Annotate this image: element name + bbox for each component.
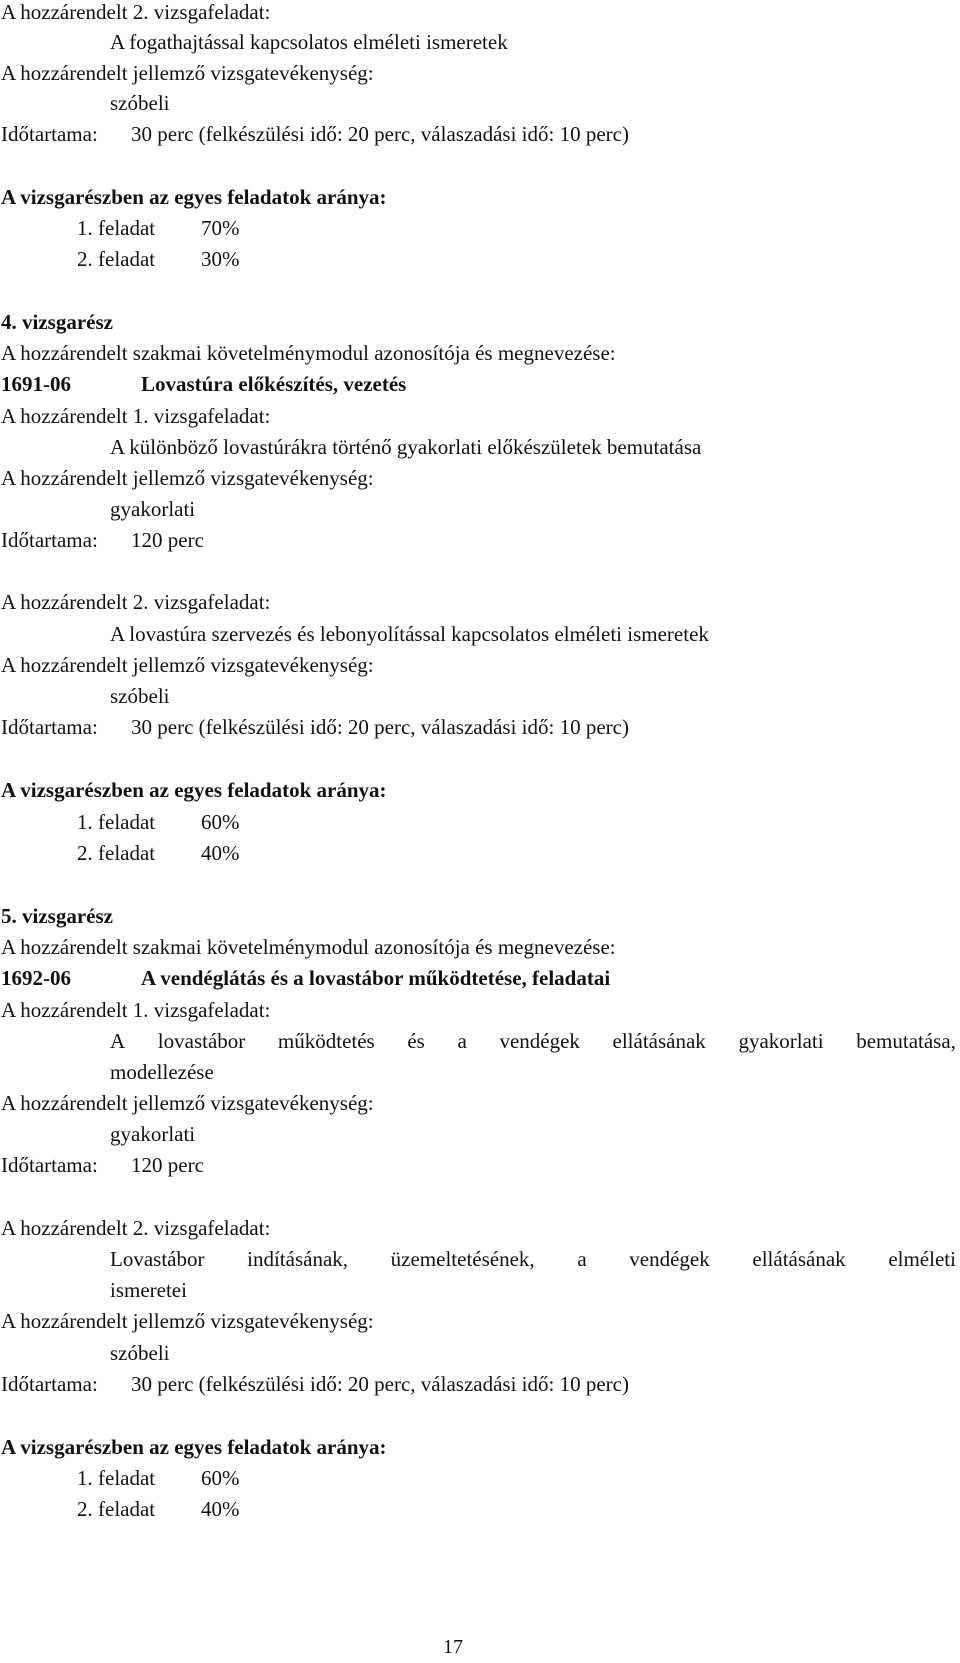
- part-heading: 5. vizsgarész: [1, 904, 113, 928]
- title-word: indításának,: [247, 1247, 349, 1271]
- task2-title: [110, 1247, 956, 1271]
- task1-title-continued: modellezése: [110, 1060, 214, 1084]
- ratio-task-label: 2. feladat: [77, 247, 156, 271]
- task2-title-continued: ismeretei: [110, 1278, 187, 1302]
- title-word: elméleti: [888, 1247, 956, 1271]
- task1-label: A hozzárendelt 1. vizsgafeladat:: [1, 404, 271, 428]
- module-name: Lovastúra előkészítés, vezetés: [141, 372, 407, 396]
- activity-value: gyakorlati: [110, 1122, 196, 1146]
- module-code: 1692-06: [1, 966, 71, 990]
- duration-label: Időtartama:: [1, 528, 98, 552]
- activity-label: A hozzárendelt jellemző vizsgatevékenység:: [1, 1091, 374, 1115]
- module-code: 1691-06: [1, 372, 71, 396]
- duration-line: [1, 1153, 204, 1177]
- title-word: a: [577, 1247, 587, 1271]
- duration-value: 120 perc: [131, 1153, 204, 1177]
- activity-label: A hozzárendelt jellemző vizsgatevékenység:: [1, 1309, 374, 1333]
- ratio-row: [77, 216, 240, 240]
- part-heading: 4. vizsgarész: [1, 310, 113, 334]
- ratio-row: [77, 1497, 240, 1521]
- title-word: és: [407, 1029, 425, 1053]
- duration-line: [1, 122, 629, 146]
- ratio-value: 60%: [201, 810, 240, 834]
- ratio-value: 40%: [201, 1497, 240, 1521]
- ratio-heading: A vizsgarészben az egyes feladatok aránya:: [1, 185, 387, 209]
- title-word: vendégek: [629, 1247, 710, 1271]
- duration-label: Időtartama:: [1, 715, 98, 739]
- title-word: gyakorlati: [738, 1029, 824, 1053]
- module-name: A vendéglátás és a lovastábor működtetése, feladatai: [141, 966, 611, 990]
- ratio-task-label: 1. feladat: [77, 1466, 156, 1490]
- duration-label: Időtartama:: [1, 1372, 98, 1396]
- module-line: [1, 966, 610, 990]
- activity-label: A hozzárendelt jellemző vizsgatevékenység:: [1, 466, 374, 490]
- ratio-task-label: 2. feladat: [77, 841, 156, 865]
- title-word: a: [457, 1029, 467, 1053]
- activity-value: gyakorlati: [110, 497, 196, 521]
- activity-label: A hozzárendelt jellemző vizsgatevékenység:: [1, 61, 374, 85]
- ratio-row: [77, 841, 240, 865]
- ratio-task-label: 1. feladat: [77, 810, 156, 834]
- task2-title: A lovastúra szervezés és lebonyolítással kapcsolatos elméleti ismeretek: [110, 622, 709, 646]
- activity-value: szóbeli: [110, 1341, 170, 1365]
- ratio-task-label: 2. feladat: [77, 1497, 156, 1521]
- activity-value: szóbeli: [110, 91, 170, 115]
- ratio-value: 40%: [201, 841, 240, 865]
- title-word: működtetés: [277, 1029, 375, 1053]
- duration-line: [1, 1372, 629, 1396]
- ratio-value: 60%: [201, 1466, 240, 1490]
- duration-value: 30 perc (felkészülési idő: 20 perc, válaszadási idő: 10 perc): [131, 122, 629, 146]
- ratio-row: [77, 810, 240, 834]
- ratio-value: 70%: [201, 216, 240, 240]
- activity-value: szóbeli: [110, 684, 170, 708]
- duration-value: 120 perc: [131, 528, 204, 552]
- title-word: üzemeltetésének,: [390, 1247, 535, 1271]
- task1-title: [110, 1029, 956, 1053]
- task1-title: A különböző lovastúrákra történő gyakorlati előkészületek bemutatása: [110, 435, 702, 459]
- title-word: Lovastábor: [110, 1247, 205, 1271]
- module-line: [1, 372, 406, 396]
- module-label: A hozzárendelt szakmai követelménymodul azonosítója és megnevezése:: [1, 341, 616, 365]
- title-word: A: [110, 1029, 126, 1053]
- ratio-row: [77, 1466, 240, 1490]
- duration-line: [1, 715, 629, 739]
- ratio-value: 30%: [201, 247, 240, 271]
- title-word: bemutatása,: [856, 1029, 956, 1053]
- title-word: lovastábor: [157, 1029, 246, 1053]
- duration-line: [1, 528, 204, 552]
- page-number: 17: [443, 1636, 463, 1658]
- module-label: A hozzárendelt szakmai követelménymodul azonosítója és megnevezése:: [1, 935, 616, 959]
- task2-label: A hozzárendelt 2. vizsgafeladat:: [1, 590, 271, 614]
- duration-label: Időtartama:: [1, 1153, 98, 1177]
- title-word: ellátásának: [752, 1247, 846, 1271]
- activity-label: A hozzárendelt jellemző vizsgatevékenység:: [1, 653, 374, 677]
- task2-label: A hozzárendelt 2. vizsgafeladat:: [1, 0, 271, 24]
- duration-value: 30 perc (felkészülési idő: 20 perc, válaszadási idő: 10 perc): [131, 1372, 629, 1396]
- ratio-row: [77, 247, 240, 271]
- task2-title: A fogathajtással kapcsolatos elméleti ismeretek: [110, 30, 508, 54]
- title-word: ellátásának: [612, 1029, 706, 1053]
- ratio-task-label: 1. feladat: [77, 216, 156, 240]
- title-word: vendégek: [499, 1029, 580, 1053]
- ratio-heading: A vizsgarészben az egyes feladatok aránya:: [1, 778, 387, 802]
- ratio-heading: A vizsgarészben az egyes feladatok aránya:: [1, 1435, 387, 1459]
- task1-label: A hozzárendelt 1. vizsgafeladat:: [1, 998, 271, 1022]
- duration-label: Időtartama:: [1, 122, 98, 146]
- duration-value: 30 perc (felkészülési idő: 20 perc, válaszadási idő: 10 perc): [131, 715, 629, 739]
- task2-label: A hozzárendelt 2. vizsgafeladat:: [1, 1216, 271, 1240]
